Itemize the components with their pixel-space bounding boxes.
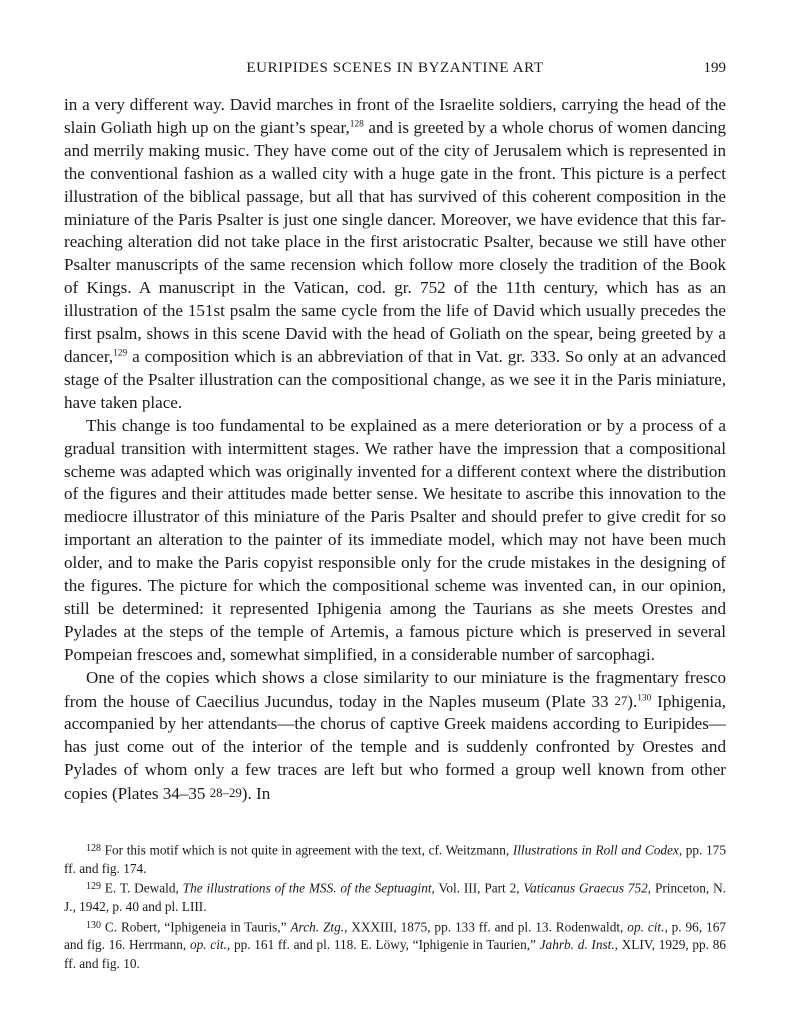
footnote-text: , Vol. III, Part 2, xyxy=(431,880,524,896)
footnote-ref-129: 129 xyxy=(113,348,128,359)
paragraph-3 xyxy=(64,667,726,806)
footnote-text: , Princeton, N. J., 1942, p. 40 and pl. LIII. xyxy=(64,880,727,915)
footnote-text: , pp. 175 ff. and fig. 174. xyxy=(64,842,726,876)
plate-ref-27: 27 xyxy=(614,693,628,708)
footnote-130 xyxy=(64,917,726,974)
footnote-title: The illustrations of the MSS. of the Septuagint xyxy=(182,880,432,896)
paragraph-3-text-a: One of the copies which shows a close similarity to our miniature is the fragmentary fresco from the house of Caecilius Jucundus, today in the Naples museum (Plate 33 xyxy=(64,667,726,711)
running-title: EURIPIDES SCENES IN BYZANTINE ART xyxy=(246,60,544,76)
paragraph-3-text-c: Iphigenia, accompanied by her attendants—the chorus of captive Greek maidens according to Euripides—has just come out of the interior of the temple and is suddenly confronted by Orestes and Pylades of whom only a few traces are left but who formed a group well known from other copies (Plates 34–35 xyxy=(64,691,726,804)
footnote-number: 130 xyxy=(86,919,101,931)
footnote-number: 128 xyxy=(86,843,101,854)
footnote-text: , pp. 161 ff. and pl. 118. E. Löwy, “Iphigenie in Taurien,” xyxy=(226,937,540,953)
paragraph-2: This change is too fundamental to be explained as a mere deterioration or by a process of a gradual transition with intermittent stages. We rather have the impression that a compositional scheme was adapted which was originally invented for a different context where the distribution of the figures and their attitudes made better sense. We hesitate to ascribe this innovation to the mediocre illustrator of this miniature of the Paris Psalter and should prefer to give credit for so important an alteration to the painter of its immediate model, which may not have been much older, and to make the Paris copyist responsible only for the crude mistakes in the designing of the figures. The picture for which the compositional scheme was invented can, in our opinion, still be determined: it represented Iphigenia among the Taurians as she meets Orestes and Pylades at the steps of the temple of Artemis, a famous picture which is preserved in several Pompeian frescoes and, somewhat simplified, in a considerable number of sarcophagi. xyxy=(64,415,726,664)
page-number: 199 xyxy=(703,60,726,76)
footnote-text: E. T. Dewald, xyxy=(100,880,183,896)
paragraph-1 xyxy=(64,94,726,415)
paragraph-1-text-c: a composition which is an abbreviation of that in Vat. gr. 333. So only at an advanced stage of the Psalter illustration can the compositional change, as we see it in the Paris miniature, have taken place. xyxy=(64,346,726,412)
footnote-title: Jahrb. d. Inst. xyxy=(539,937,615,953)
footnote-ref-128: 128 xyxy=(349,119,364,130)
footnote-129 xyxy=(64,878,726,916)
page-header xyxy=(64,60,726,82)
paragraph-1-text-a: in a very different way. David marches in front of the Israelite soldiers, carrying the head of the slain Goliath high up on the giant’s spear, xyxy=(64,95,726,137)
footnote-text: For this motif which is not quite in agreement with the text, cf. Weitzmann, xyxy=(100,842,513,858)
plate-ref-28-29: 28–29 xyxy=(209,786,242,801)
paragraph-3-text-b: ). xyxy=(627,691,638,711)
footnote-title: Arch. Ztg. xyxy=(290,919,345,935)
body-text xyxy=(64,94,726,806)
footnote-text: , XXXIII, 1875, pp. 133 ff. and pl. 13. Rodenwaldt, xyxy=(344,919,628,935)
footnotes xyxy=(64,840,726,973)
footnote-ref-130: 130 xyxy=(637,692,652,703)
footnote-title: Vaticanus Graecus 752 xyxy=(523,880,648,896)
paragraph-3-text-d: ). In xyxy=(241,784,271,804)
footnote-text: C. Robert, “Iphigeneia in Tauris,” xyxy=(100,919,291,935)
footnote-text: , XLIV, 1929, pp. 86 ff. and fig. 10. xyxy=(64,937,727,971)
footnote-128 xyxy=(64,840,726,878)
footnote-number: 129 xyxy=(86,881,101,893)
footnote-text: , p. 96, 167 and fig. 16. Herrmann, xyxy=(64,919,726,953)
footnote-title: op. cit. xyxy=(189,937,227,953)
footnote-title: Illustrations in Roll and Codex xyxy=(512,842,679,858)
footnote-title: op. cit. xyxy=(627,919,665,935)
paragraph-1-text-b: and is greeted by a whole chorus of women dancing and merrily making music. They have come out of the city of Jerusalem which is represented in the conventional fashion as a walled city with a huge gate in the front. This picture is a perfect illustration of the biblical passage, but all that has survived of this coherent composition in the miniature of the Paris Psalter is just one single dancer. Moreover, we have evidence that this far-reaching alteration did not take place in the first aristocratic Psalter, because we still have other Psalter manuscripts of the same recension which follow more closely the tradition of the Book of Kings. A manuscript in the Vatican, cod. gr. 752 of the 11th century, which has as an illustration of the 151st psalm the same cycle from the life of David which usually precedes the first psalm, shows in this scene David with the head of Goliath on the spear, being greeted by a dancer, xyxy=(64,117,726,366)
